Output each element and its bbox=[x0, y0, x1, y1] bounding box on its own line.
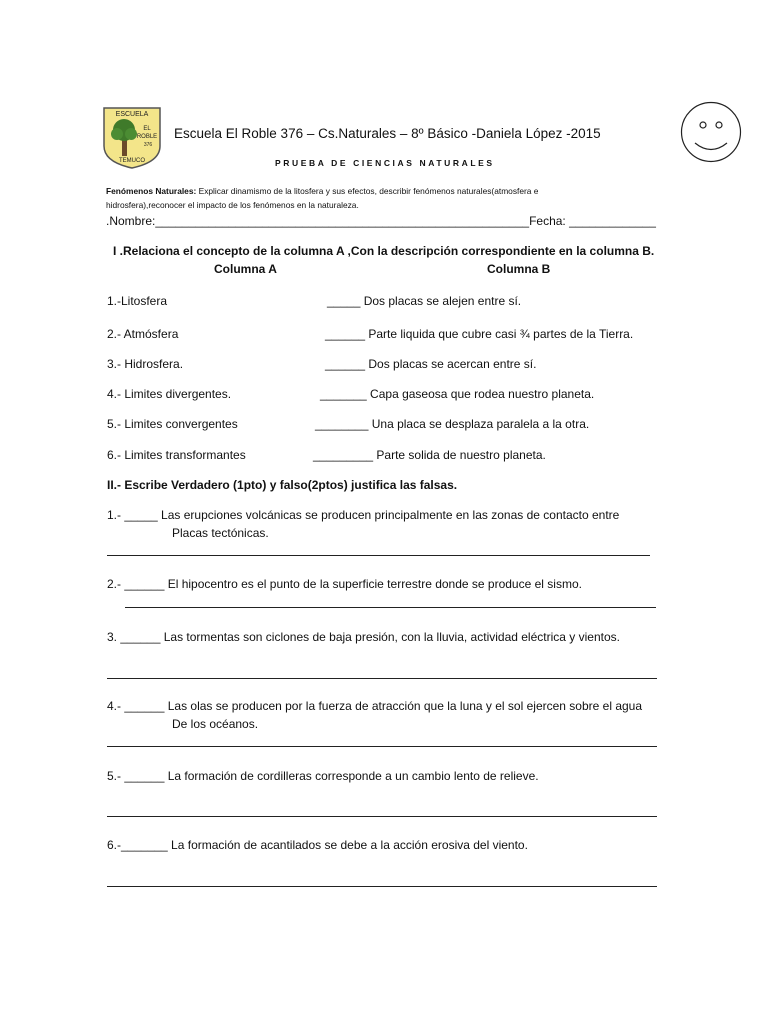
objectives-line1: Explicar dinamismo de la litosfera y sus efectos, describir fenómenos naturales(atmosfera e bbox=[196, 186, 539, 196]
match-item-a-4: 4.- Limites divergentes. bbox=[107, 387, 232, 401]
tf-item-1[interactable]: 1.- _____ Las erupciones volcánicas se producen principalmente en las zonas de contacto entre bbox=[107, 508, 620, 522]
match-item-b-1[interactable]: _____ Dos placas se alejen entre sí. bbox=[327, 294, 522, 308]
objectives bbox=[106, 184, 538, 212]
tf-item-1-cont: Placas tectónicas. bbox=[172, 526, 269, 540]
match-item-a-3: 3.- Hidrosfera. bbox=[107, 357, 184, 371]
answer-line-4[interactable] bbox=[107, 746, 657, 747]
section1-heading: I .Relaciona el concepto de la columna A ,Con la descripción correspondiente en la columna B. bbox=[113, 244, 655, 258]
school-logo bbox=[102, 106, 162, 170]
match-item-a-6: 6.- Limites transformantes bbox=[107, 448, 246, 462]
column-a-header: Columna A bbox=[214, 262, 277, 276]
answer-line-5[interactable] bbox=[107, 816, 657, 817]
logo-text-el: EL bbox=[143, 126, 151, 132]
name-date-line[interactable]: .Nombre:________________________________________________________Fecha: _____________ bbox=[106, 214, 656, 228]
match-item-a-1: 1.-Litosfera bbox=[107, 294, 168, 308]
answer-line-3[interactable] bbox=[107, 678, 657, 679]
tf-item-6[interactable]: 6.-_______ La formación de acantilados se debe a la acción erosiva del viento. bbox=[107, 838, 528, 852]
tf-item-5[interactable]: 5.- ______ La formación de cordilleras corresponde a un cambio lento de relieve. bbox=[107, 769, 539, 783]
tf-item-4-cont: De los océanos. bbox=[172, 717, 259, 731]
match-item-b-5[interactable]: ________ Una placa se desplaza paralela a la otra. bbox=[315, 417, 590, 431]
section2-heading: II.- Escribe Verdadero (1pto) y falso(2ptos) justifica las falsas. bbox=[107, 478, 458, 492]
tf-item-3[interactable]: 3. ______ Las tormentas son ciclones de baja presión, con la lluvia, actividad eléctrica y vientos. bbox=[107, 630, 620, 644]
column-b-header: Columna B bbox=[487, 262, 551, 276]
answer-line-1[interactable] bbox=[107, 555, 650, 556]
school-header: Escuela El Roble 376 – Cs.Naturales – 8º Básico -Daniela López -2015 bbox=[174, 126, 601, 141]
objectives-line2: hidrosfera),reconocer el impacto de los fenómenos en la naturaleza. bbox=[106, 200, 359, 210]
answer-line-2[interactable] bbox=[125, 607, 656, 608]
logo-text-top: ESCUELA bbox=[115, 111, 149, 118]
test-title: PRUEBA DE CIENCIAS NATURALES bbox=[275, 158, 495, 168]
match-item-b-2[interactable]: ______ Parte liquida que cubre casi ¾ partes de la Tierra. bbox=[325, 327, 634, 341]
match-item-a-5: 5.- Limites convergentes bbox=[107, 417, 238, 431]
tf-item-4[interactable]: 4.- ______ Las olas se producen por la fuerza de atracción que la luna y el sol ejercen sobre el agua bbox=[107, 699, 643, 713]
tf-item-2[interactable]: 2.- ______ El hipocentro es el punto de la superficie terrestre donde se produce el sismo. bbox=[107, 577, 582, 591]
logo-text-num: 376 bbox=[143, 142, 153, 148]
match-item-a-2: 2.- Atmósfera bbox=[107, 327, 179, 341]
objectives-label: Fenómenos Naturales: bbox=[106, 186, 197, 196]
logo-text-bottom: TEMUCO bbox=[119, 158, 145, 164]
match-item-b-6[interactable]: _________ Parte solida de nuestro planeta. bbox=[313, 448, 546, 462]
match-item-b-3[interactable]: ______ Dos placas se acercan entre sí. bbox=[325, 357, 537, 371]
answer-line-6[interactable] bbox=[107, 886, 657, 887]
logo-text-roble: ROBLE bbox=[136, 134, 158, 140]
match-item-b-4[interactable]: _______ Capa gaseosa que rodea nuestro planeta. bbox=[320, 387, 595, 401]
smiley-face-icon bbox=[680, 101, 742, 163]
